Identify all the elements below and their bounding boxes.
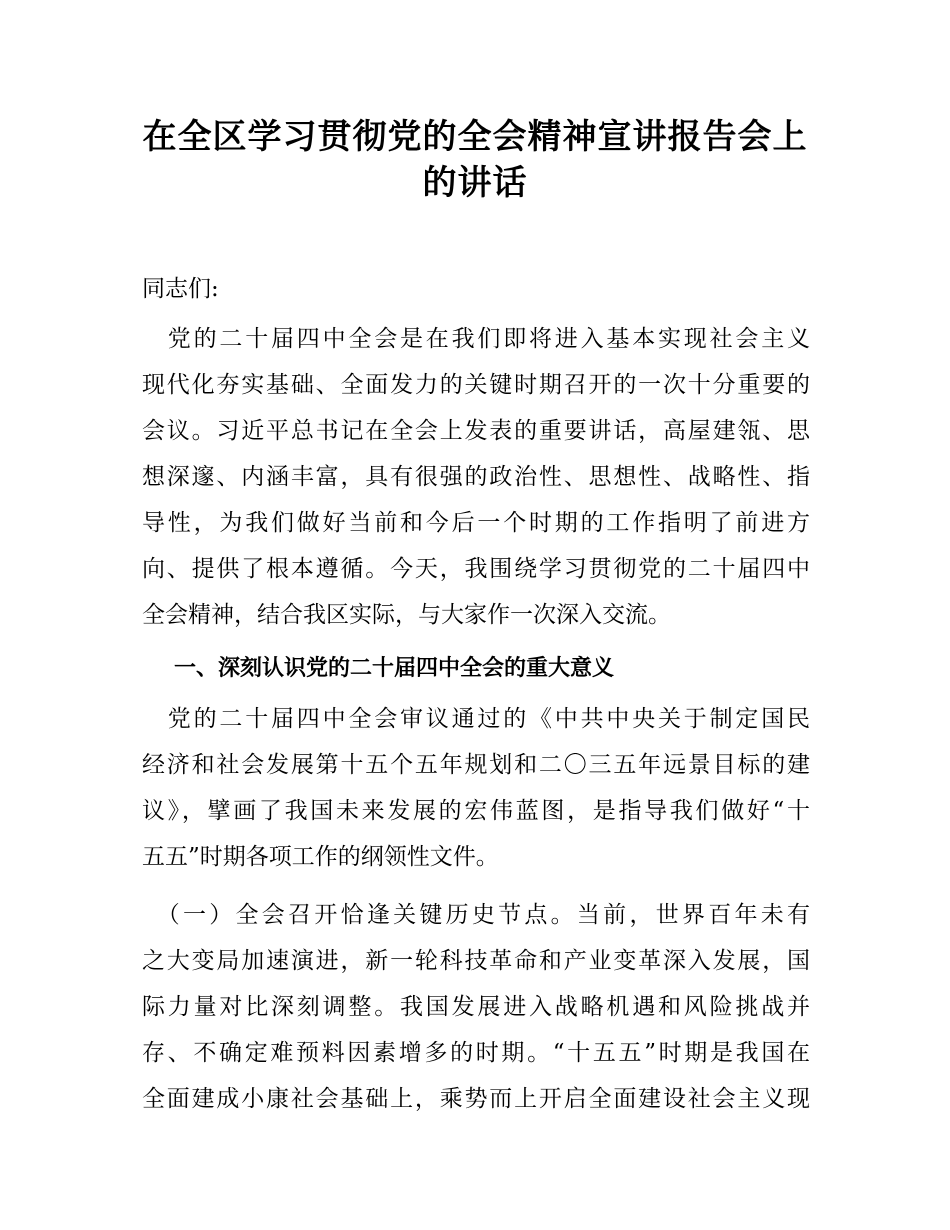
text-line: 向、提供了根本遵循。今天，我围绕学习贯彻党的二十届四中	[142, 556, 810, 582]
text-line: 党的二十届四中全会是在我们即将进入基本实现社会主义	[142, 326, 810, 352]
text-line: 议》，擘画了我国未来发展的宏伟蓝图，是指导我们做好“十	[142, 798, 810, 824]
document-body	[142, 266, 810, 1122]
text-run: 当前，世界百年未有	[576, 902, 811, 928]
text-line: 现代化夯实基础、全面发力的关键时期召开的一次十分重要的	[142, 372, 810, 398]
text-line: 经济和社会发展第十五个五年规划和二〇三五年远景目标的建	[142, 752, 810, 778]
paragraph-subsection-1	[142, 892, 810, 1122]
text-line: 会议。习近平总书记在全会上发表的重要讲话，高屋建瓴、思	[142, 418, 810, 444]
subsection-lead: （一）全会召开恰逢关键历史节点。	[142, 902, 577, 928]
text-line: 导性，为我们做好当前和今后一个时期的工作指明了前进方	[142, 510, 810, 536]
text-line: 五五”时期各项工作的纲领性文件。	[142, 844, 499, 870]
text-line: 全面建成小康社会基础上，乘势而上开启全面建设社会主义现	[142, 1086, 810, 1112]
paragraph-intro	[142, 316, 810, 638]
text-line: 全会精神，结合我区实际，与大家作一次深入交流。	[142, 602, 671, 628]
greeting: 同志们:	[142, 276, 219, 302]
title-line: 在全区学习贯彻党的全会精神宣讲报告会上	[142, 117, 808, 157]
text-line: 党的二十届四中全会审议通过的《中共中央关于制定国民	[142, 706, 810, 732]
title-line: 的讲话	[422, 163, 528, 203]
text-line: 想深邃、内涵丰富，具有很强的政治性、思想性、战略性、指	[142, 464, 810, 490]
text-line	[142, 892, 810, 938]
paragraph-significance	[142, 696, 810, 880]
text-line: 际力量对比深刻调整。我国发展进入战略机遇和风险挑战并	[142, 994, 810, 1020]
text-line: 存、不确定难预料因素增多的时期。“十五五”时期是我国在	[142, 1040, 810, 1066]
document-title	[130, 114, 820, 206]
section-heading: 一、深刻认识党的二十届四中全会的重大意义	[174, 656, 615, 681]
text-line: 之大变局加速演进，新一轮科技革命和产业变革深入发展，国	[142, 948, 810, 974]
